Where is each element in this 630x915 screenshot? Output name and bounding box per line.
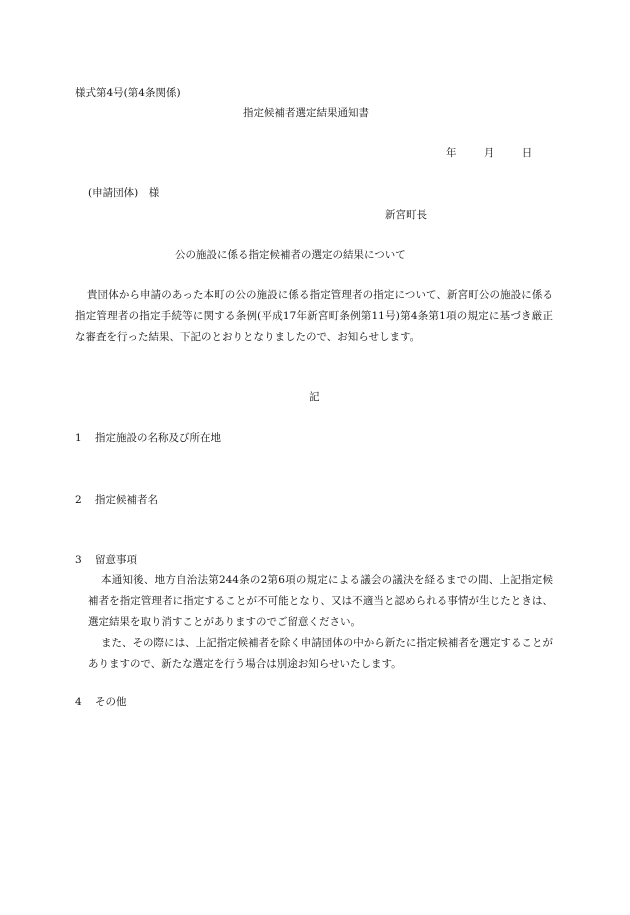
note-paragraph-1: 本通知後、地方自治法第244条の2第6項の規定による議会の議決を経るまでの間、上記指定候補者を指定管理者に指定することが不可能となり、又は不適当と認められる事情が生じたときは、選定結果を取り消すことがありますのでご留意ください。 <box>88 574 553 628</box>
item-title: 指定候補者名 <box>95 494 159 506</box>
date-day: 日 <box>521 147 533 159</box>
item-1 <box>75 431 221 445</box>
item-number: 4 <box>75 696 82 708</box>
body-paragraph: 貴団体から申請のあった本町の公の施設に係る指定管理者の指定について、新宮町公の施設に係る指定管理者の指定手続等に関する条例(平成17年新宮町条例第11号)第4条第1項の規定に基づき厳正な審査を行った結果、下記のとおりとなりましたので、お知らせします。 <box>75 289 553 343</box>
ki-heading: 記 <box>309 391 320 403</box>
recipient: (申請団体) 様 <box>88 187 160 199</box>
item-title: 指定施設の名称及び所在地 <box>95 432 222 444</box>
item-title: その他 <box>95 696 127 708</box>
item-number: 3 <box>75 554 82 566</box>
subject: 公の施設に係る指定候補者の選定の結果について <box>175 249 406 261</box>
item-title: 留意事項 <box>95 554 138 566</box>
date-month: 月 <box>483 147 495 159</box>
item-number: 1 <box>75 432 82 444</box>
sender: 新宮町長 <box>385 209 427 221</box>
note-paragraph-2: また、その際には、上記指定候補者を除く申請団体の中から新たに指定候補者を選定することがありますので、新たな選定を行う場合は別途お知らせいたします。 <box>88 637 553 670</box>
date-line <box>446 146 532 160</box>
document-title: 指定候補者選定結果通知書 <box>243 107 369 119</box>
date-year: 年 <box>446 147 457 159</box>
item-number: 2 <box>75 494 82 506</box>
item-4 <box>75 695 127 709</box>
item-3 <box>75 553 137 567</box>
form-label: 様式第4号(第4条関係) <box>75 87 181 99</box>
item-2 <box>75 493 158 507</box>
